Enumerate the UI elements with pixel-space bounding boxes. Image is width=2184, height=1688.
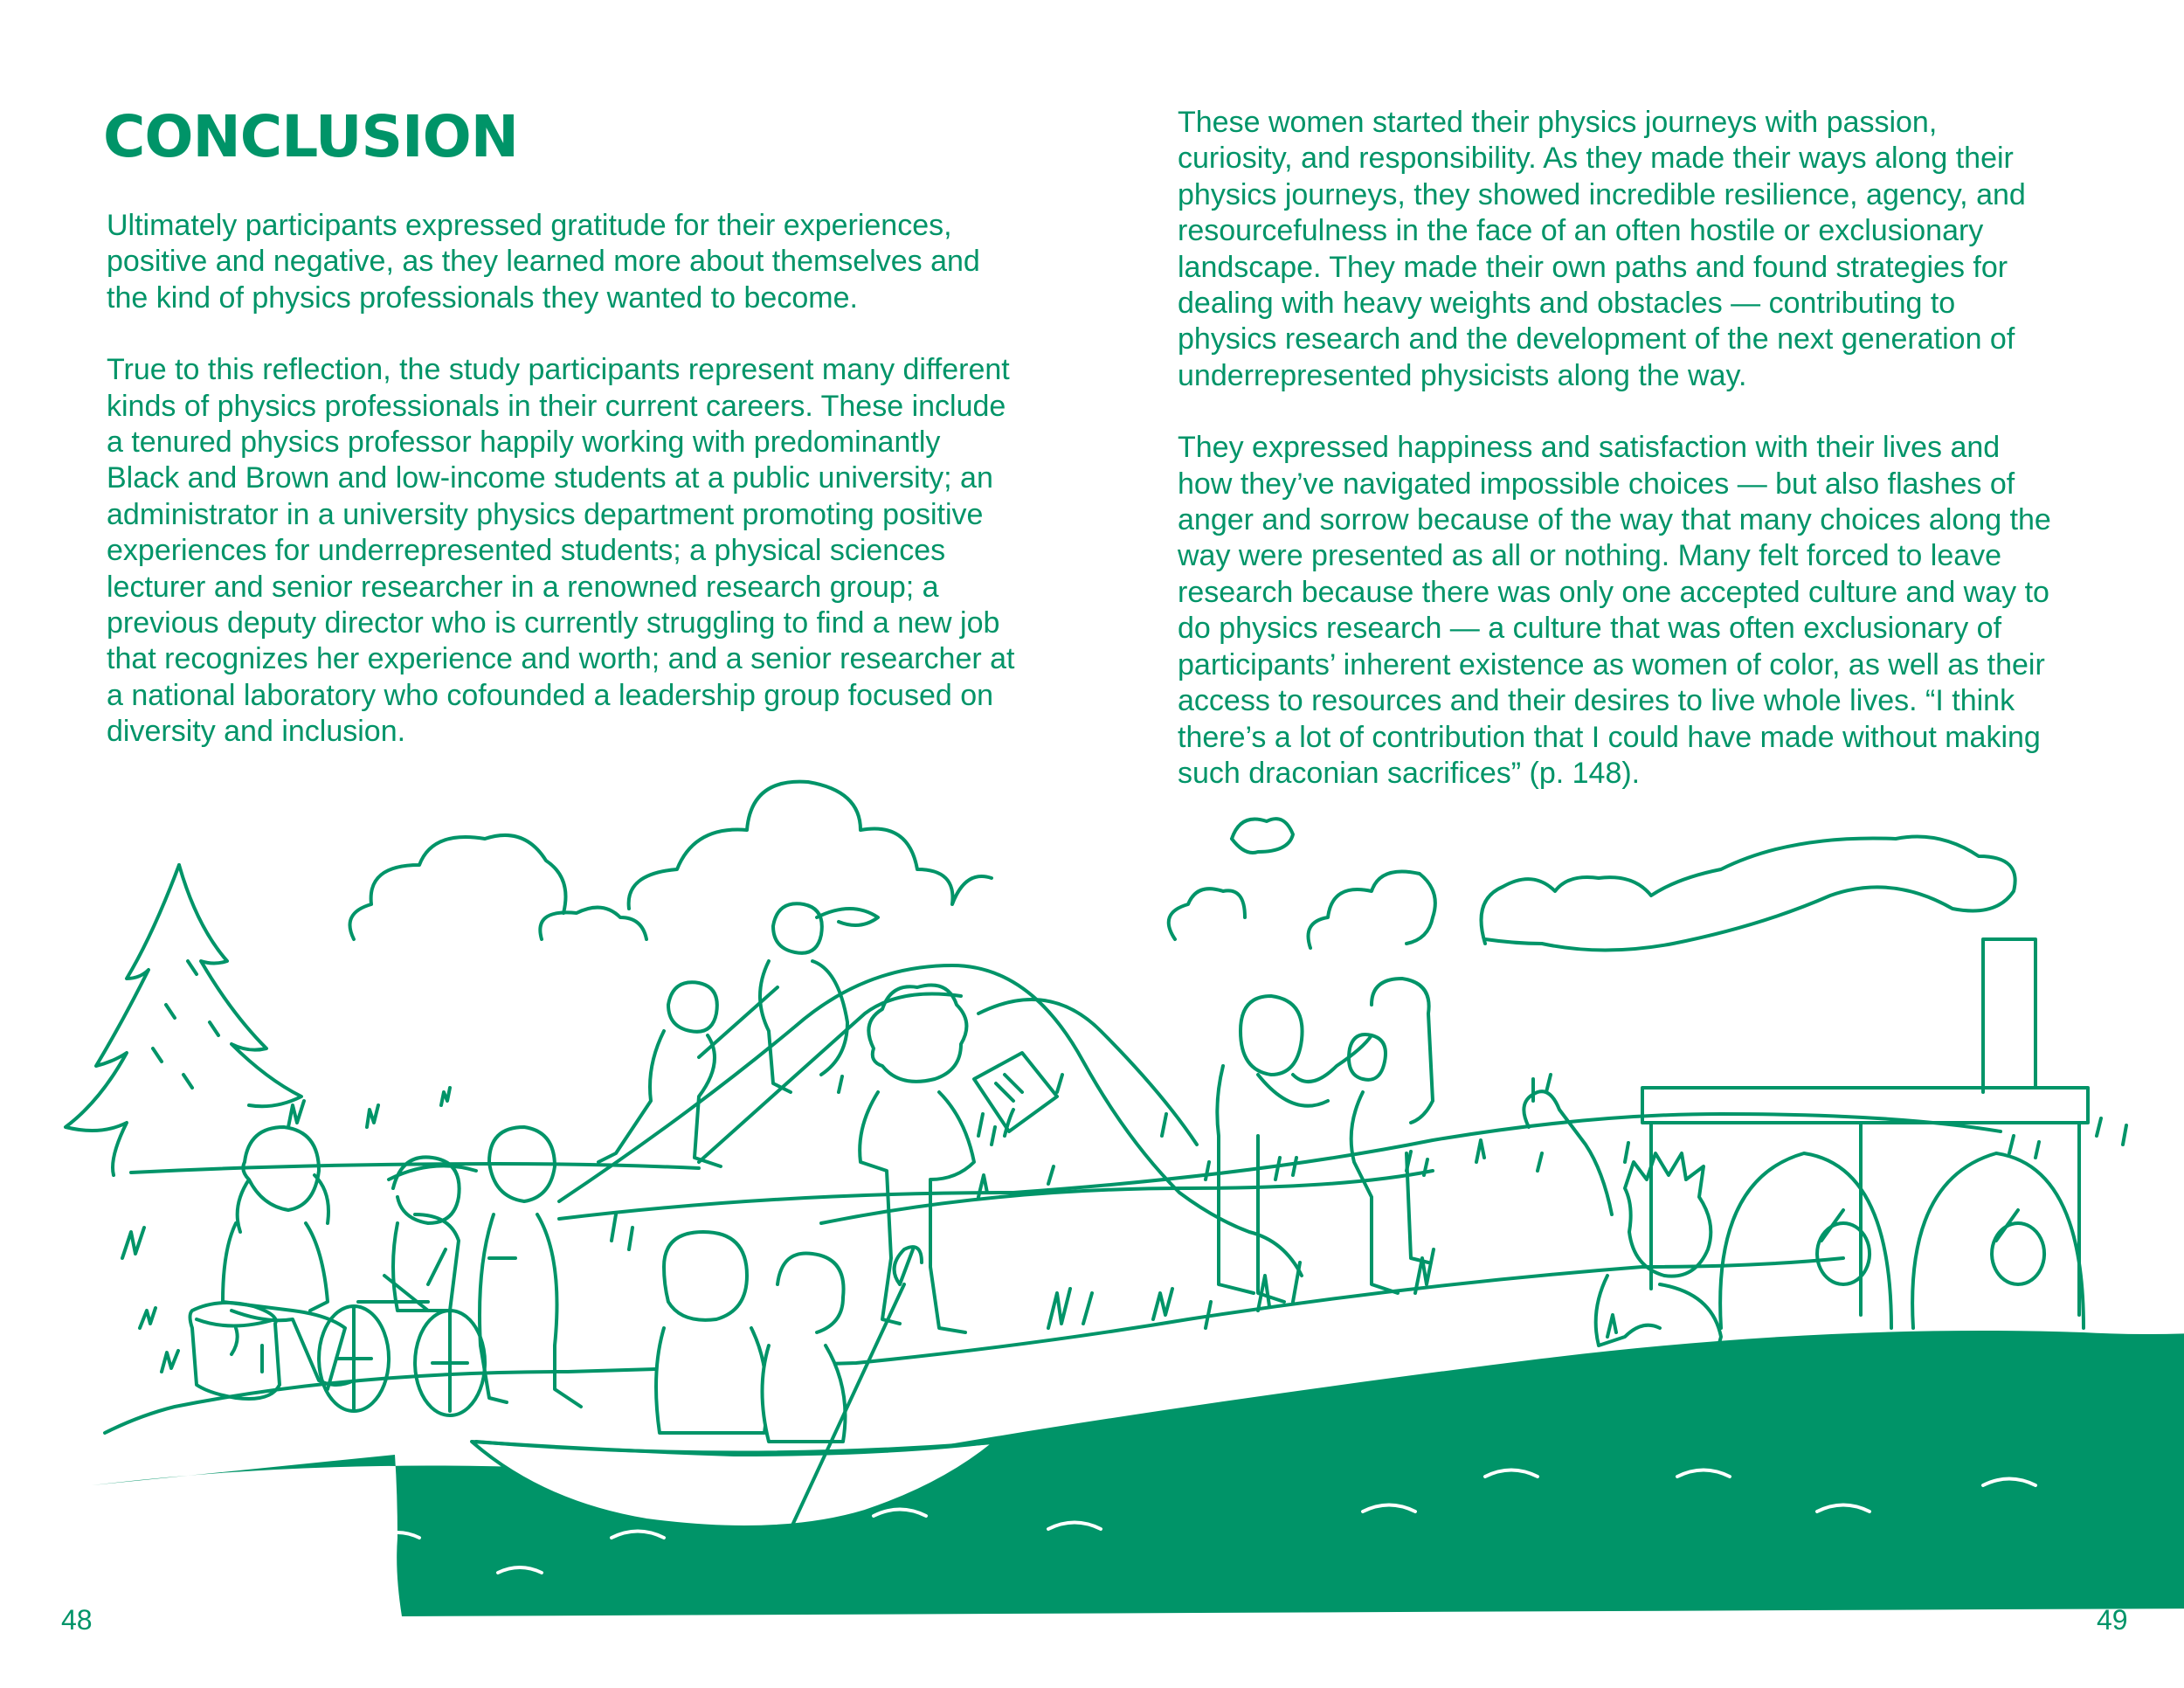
tree-icon — [66, 865, 179, 1175]
paragraph: They expressed happiness and satisfaction with their lives and how they’ve navigated impossible choices — but also flashes of anger and sorrow because of the way that many choices along the way were presented as all or nothing. Many felt forced to leave research because there was only one accepted culture and way to do physics research — a culture that was often exclusionary of participants’ inherent existence as women of color, as well as their access to resources and their desires to live whole lives. “I think there’s a lot of contribution that I could have made without making such draconian sacrifices” (p. 148). — [1178, 431, 2051, 790]
page-title: CONCLUSION — [103, 103, 518, 170]
water — [92, 1306, 2184, 1616]
person-icon — [238, 1127, 328, 1232]
cloud-icon — [540, 908, 646, 939]
path-line — [699, 994, 961, 1163]
person-icon — [598, 982, 721, 1166]
paragraph: Ultimately participants expressed gratitude for their experiences, positive and negative, as they learned more about themselves and the kind of physics professionals they wanted to become. — [107, 209, 980, 315]
person-icon — [1625, 1153, 1711, 1276]
cloud-icon — [1169, 889, 1245, 939]
person-icon — [1217, 996, 1372, 1293]
paper-icon — [974, 1053, 1057, 1131]
page-number-left: 48 — [61, 1604, 93, 1636]
person-icon — [389, 1157, 476, 1223]
paragraph: True to this reflection, the study participants represent many different kinds of physics professionals in their current careers. These include a tenured physics professor happily working with predominantly Black and Brown and low-income students at a public university; an administrator in a university physics department promoting positive experiences for underrepresented students; a physical sciences lecturer and senior researcher in a renowned research group; a previous deputy director who is currently struggling to find a new job that recognizes her experience and worth; and a senior researcher at a national laboratory who cofounded a leadership group focused on diversity and inclusion. — [107, 353, 1015, 749]
wheelchair-icon — [319, 1276, 485, 1415]
chimney-icon — [1983, 939, 2035, 1088]
cloud-icon — [1232, 819, 1293, 853]
person-icon — [656, 1232, 767, 1433]
porthole-icon — [1817, 1210, 2044, 1284]
cloud-icon — [629, 782, 992, 909]
person-icon — [760, 903, 878, 1092]
person-icon — [1351, 979, 1433, 1293]
person-icon — [763, 1253, 846, 1442]
cloud-icon — [350, 835, 566, 939]
path-line — [821, 1171, 1433, 1223]
person-icon — [868, 986, 966, 1082]
page-number-right: 49 — [2097, 1604, 2128, 1636]
cloud-icon — [1309, 872, 1435, 949]
cloud-icon — [1482, 837, 2015, 951]
paragraph: These women started their physics journeys with passion, curiosity, and responsibility. As they made their ways along their physics journeys, they showed incredible resilience, agency, and resourcefulness in the face of an often hostile or exclusionary landscape. They made their own paths and found strategies for dealing with heavy weights and obstacles — contributing to physics research and the development of the next generation of underrepresented physicists along the way. — [1178, 106, 2026, 392]
boat-cabin — [1642, 1088, 2088, 1315]
